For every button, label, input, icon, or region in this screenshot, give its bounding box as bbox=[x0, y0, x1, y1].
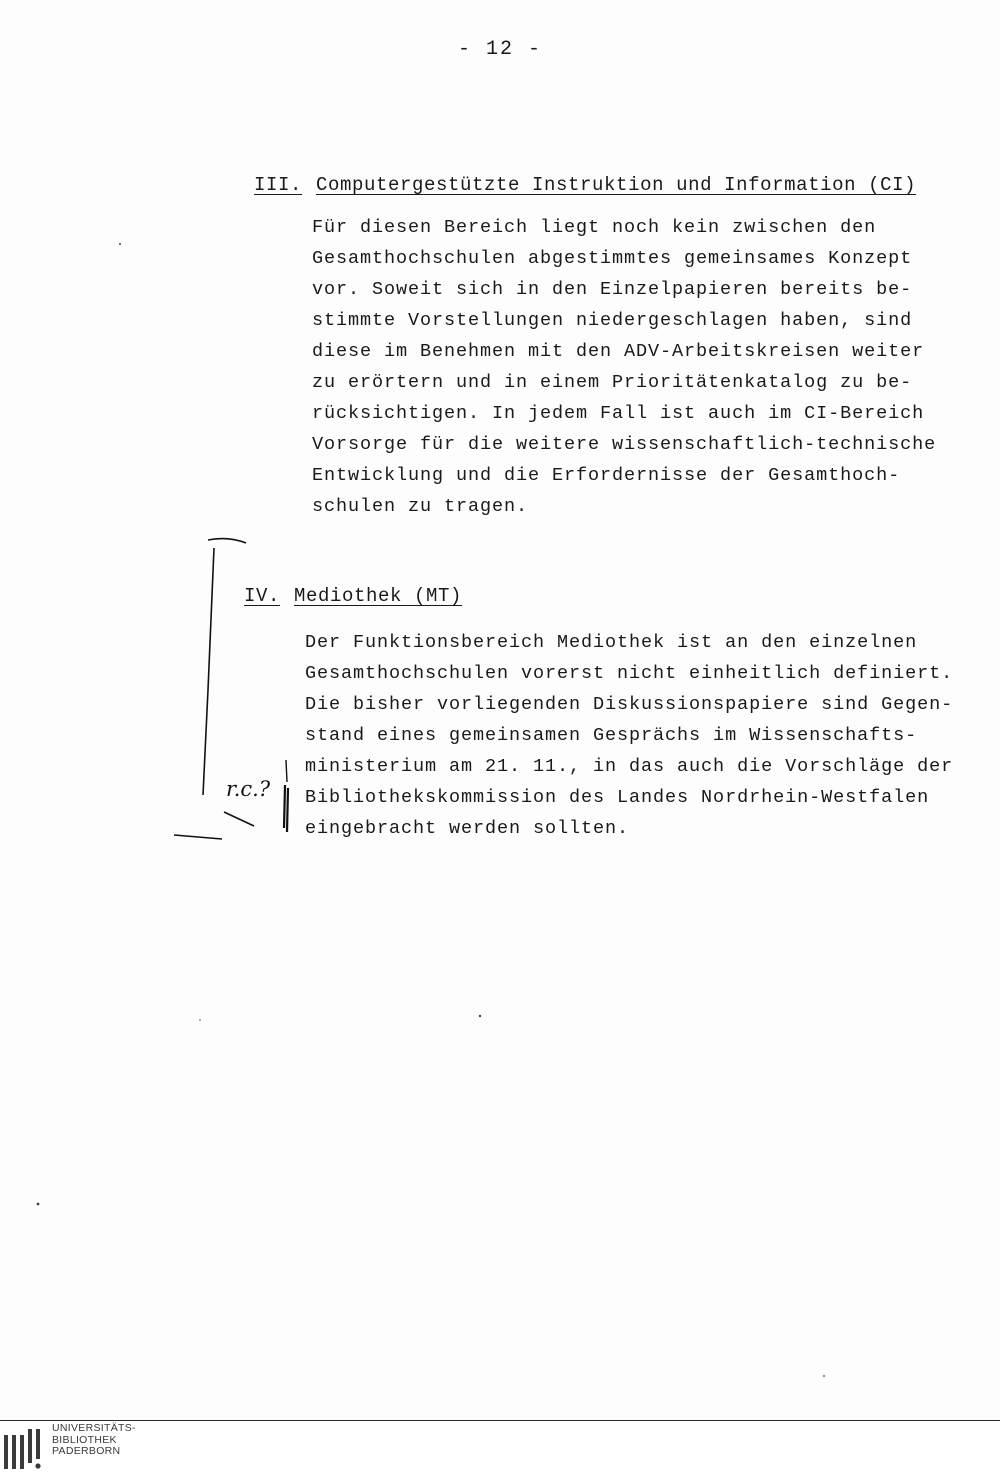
section-title-iv: Mediothek (MT) bbox=[294, 585, 463, 607]
text-line: zu erörtern und in einem Prioritätenkatalog zu be- bbox=[312, 372, 913, 393]
text-line: Gesamthochschulen vorerst nicht einheitlich definiert. bbox=[305, 663, 954, 684]
text-line: stand eines gemeinsamen Gesprächs im Wissenschafts- bbox=[305, 725, 918, 746]
library-logo-icon bbox=[4, 1429, 44, 1471]
text-line: Bibliothekskommission des Landes Nordrhein-Westfalen bbox=[305, 787, 930, 808]
library-logo-text bbox=[52, 1423, 136, 1458]
logo-line: PADERBORN bbox=[52, 1445, 121, 1457]
section-number-iii: III. bbox=[254, 174, 303, 196]
logo-line: UNIVERSITÄTS- bbox=[52, 1422, 136, 1434]
text-line: rücksichtigen. In jedem Fall ist auch im CI-Bereich bbox=[312, 403, 925, 424]
margin-note-text: r.c.? bbox=[226, 777, 271, 801]
text-line: ministerium am 21. 11., in das auch die Vorschläge der bbox=[305, 756, 954, 777]
library-footer bbox=[0, 1420, 1000, 1473]
text-line: Die bisher vorliegenden Diskussionspapiere sind Gegen- bbox=[305, 694, 954, 715]
text-line: Der Funktionsbereich Mediothek ist an den einzelnen bbox=[305, 632, 918, 653]
section-number-iv: IV. bbox=[244, 585, 281, 607]
text-line: Gesamthochschulen abgestimmtes gemeinsames Konzept bbox=[312, 248, 913, 269]
page-number: - 12 - bbox=[457, 38, 542, 61]
section-title-iii: Computergestützte Instruktion und Information (CI) bbox=[316, 174, 917, 196]
text-line: schulen zu tragen. bbox=[312, 496, 529, 517]
text-line: Für diesen Bereich liegt noch kein zwischen den bbox=[312, 217, 877, 238]
logo-line: BIBLIOTHEK bbox=[52, 1433, 117, 1446]
text-line: Entwicklung und die Erfordernisse der Gesamthoch- bbox=[312, 465, 901, 486]
text-line: vor. Soweit sich in den Einzelpapieren bereits be- bbox=[312, 279, 913, 300]
text-line: Vorsorge für die weitere wissenschaftlich-technische bbox=[312, 434, 937, 455]
text-line: diese im Benehmen mit den ADV-Arbeitskreisen weiter bbox=[312, 341, 925, 362]
text-line: stimmte Vorstellungen niedergeschlagen haben, sind bbox=[312, 310, 913, 331]
text-line: eingebracht werden sollten. bbox=[305, 818, 630, 839]
